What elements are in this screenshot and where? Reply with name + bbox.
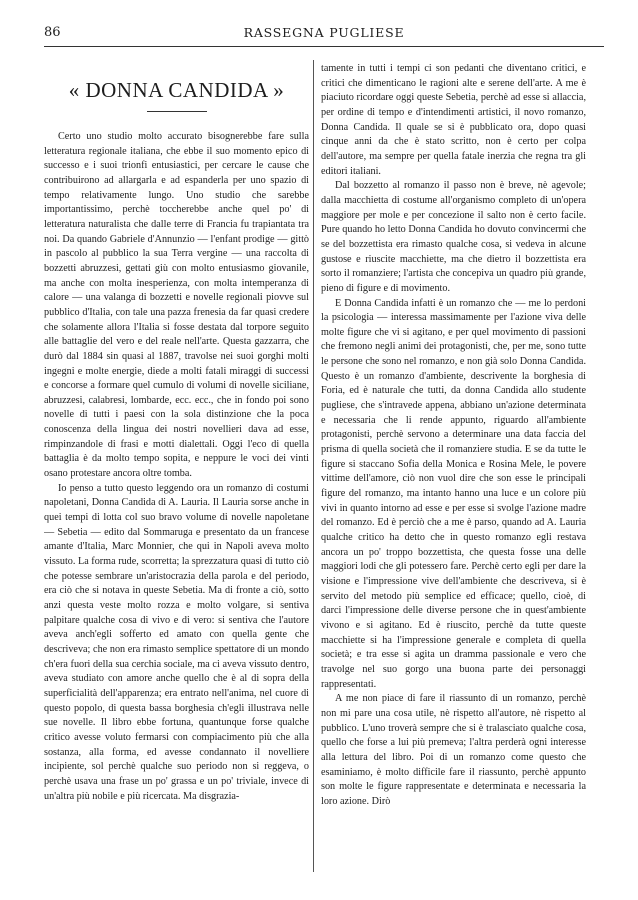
- paragraph-continued: tamente in tutti i tempi ci son pedanti che diventano critici, e critici che dimenticano le ragioni alte e serene dell'arte. A me è piaciuto ricordare oggi queste Sebetia, perchè ad esse si allaccia, per ordine di tempo e d'intendimenti artistici, il novo romanzo, Donna Candida. Il quale se si è pubblicato ora, dopo quasi cinque anni da che è stato scritto, non è certo per colpa dell'autore, ma sempre per quella fatale inerzia che regna tra gli editori italiani.: [321, 63, 586, 177]
- column-divider: [313, 60, 314, 872]
- header-rule: [44, 46, 604, 47]
- paragraph: A me non piace di fare il riassunto di un romanzo, perchè non mi pare una cosa utile, nè rispetto all'autore, nè rispetto al pubblico. L'uno troverà sempre che si è tralasciato qualche cosa, quello che forse a lui più premeva; l'altra perderà ogni interesse alla lettura del libro. Poi di un romanzo come questo che esaminiamo, è molto difficile fare il riassunto, perchè appunto son molte le figure rappresentate e determinata e necessaria la loro azione. Dirò: [321, 693, 586, 807]
- page-number: 86: [44, 25, 61, 40]
- running-title: RASSEGNA PUGLIESE: [243, 25, 405, 40]
- article-title: « DONNA CANDIDA »: [68, 78, 285, 102]
- page-header: [44, 22, 604, 46]
- paragraph: Dal bozzetto al romanzo il passo non è breve, nè agevole; dalla macchietta di costume all'organismo completo di un'opera maggiore per mole e per concezione il salto non è certo facile. Pure quando ho letto Donna Candida ho dovuto convincermi che se del bozzettista era rimasto qualche cosa, si vedeva in alcune gustose e riuscite macchiette, ma che dietro il bozzettista era sorto il romanziere; l'artista che concepiva un quadro più grande, pieno di figure e di movimento.: [321, 180, 586, 294]
- paragraph: E Donna Candida infatti è un romanzo che — me lo perdoni la psicologia — interessa massimamente per l'azione viva delle molte figure che vi si agitano, e per quel movimento di passioni che fremono negli animi dei protagonisti, che, per me, sono tutte le persone che sono nel romanzo, e non già solo Donna Candida. Questo è un romanzo d'ambiente, descrivente la borghesia di Foria, ed è naturale che tutti, da donna Candida allo studente pugliese, che s'intravede appena, abbiano un'azione determinata e necessaria che li rende appunto, riguardo all'ambiente protagonisti, perchè servono a determinare una data faccia del prisma di quella società che il romanziere studia. E se da tutte le figure si staccano Sofia della Monica e Rosina Mele, le povere vittime dell'amore, ciò non vuol dire che son esse le principali figure del romanzo, ma intanto hanno una luce e un colore più vivi in quanto intorno ad esse e per esse si svolge l'azione madre del romanzo. Ed è perciò che a me è parso, quando ad A. Lauria qualche critico ha detto che in questo romanzo egli restava ancora un po' troppo bozzettista, che questa fosse una delle maggiori lodi che gli potessero fare. Perchè certo egli per dare la visione e l'impressione vive dell'ambiente che descriveva, si è servito del metodo più semplice ed efficace; quello, cioè, di darci l'impressione delle diverse persone che in quest'ambiente vivono e si agitano. Ed è riuscito, perchè da tutte queste macchiette si ha l'impressione generale e completa di quella società; e tra esse si agita un dramma passionale e vero che travolge nel suo gorgo una buona parte dei personaggi rappresentati.: [321, 297, 586, 690]
- paragraph: Certo uno studio molto accurato bisognerebbe fare sulla letteratura regionale italiana, che ebbe il suo momento epico di successo e i suoi trionfi entusiastici, per cercare le cause che contribuirono ad allargarla e ad espanderla per uno spazio di tempo relativamente lungo. Uno studio che sarebbe importantissimo, perchè toccherebbe anche quel po' di letteratura naturalista che dalle terre di Francia fu trapiantata tra noi. Da quando Gabriele d'Annunzio — l'enfant prodige — gittò in pascolo al pubblico la sua Terra vergine — una raccolta di bozzetti abruzzesi, gettati giù con molto entusiasmo giovanile, ma anche con molta inesperienza, con molta intemperanza di calore — una valanga di bozzetti e novelle regionali piovve sul pubblico d'Italia, con tale una pazza frenesia da far quasi credere che solamente allora l'Italia si fosse destata dal torpore seguito alle battaglie del vero e del reale nell'arte. Questa gazzarra, che durò dal 1884 sin quasi al 1887, travolse nei suoi gorghi molti ingegni e molte energie, diede a molti fatali miraggi di successi e concorse a formare quel cumulo di volumi di novelle siciliane, abruzzesi, calabresi, lombarde, ecc. ecc., che in fondo poi sono novelle di tutti i paesi con la sola distinzione che la poca conoscenza della lingua dei nostri novellieri dava ad esse, rimpinzandole di frasi e motti dialettali. Oggi l'eco di quella battaglia è da molto tempo sopita, e neppure le voci dei vinti osano protestare ancora oltre tomba.: [44, 131, 309, 480]
- left-column: [44, 62, 309, 874]
- paragraph: Io penso a tutto questo leggendo ora un romanzo di costumi napoletani, Donna Candida di A. Lauria. Il Lauria sorse anche in quei tempi di lotta col suo bravo volume di novelle napoletane — Sebetia — edito dal Sommaruga e presentato da un francese amante d'Italia, Marc Monnier, che qui in Napoli aveva molto vissuto. La forma rude, scorretta; la sprezzatura quasi di tutto ciò che potesse sembrare un'aristocrazia della parola e del periodo, era ciò che si notava in queste Sebetia. Ma di fronte a ciò, sotto anzi questa veste molto rozza e molto volgare, si sentiva palpitare qualche cosa di vivo e di vero: si sentiva che l'autore aveva anch'egli sofferto ed amato con quella gente che descriveva; che non era rimasto semplice spettatore di un mondo ch'era fuori della sua cerchia sociale, ma ci aveva vissuto dentro, aveva studiato con amore anche quello che è al di sopra della superficialità dell'apparenza; era entrato nell'anima, nel cuore di questo popolo, di questa bassa borghesia ch'egli illustrava nelle sue novelle. Il libro ebbe fortuna, quantunque forse qualche critico avesse voluto fermarsi con compiacimento più che alla sostanza, alla forma, ed avesse condannato il novelliere incipiente, sol perchè qualche suo periodo non si reggeva, o perchè usava una frase un po' grassa e un po' triviale, invece di un'altra più nobile e più ricercata. Ma disgrazia-: [44, 482, 309, 802]
- title-rule: [147, 111, 207, 112]
- right-column: [321, 62, 586, 874]
